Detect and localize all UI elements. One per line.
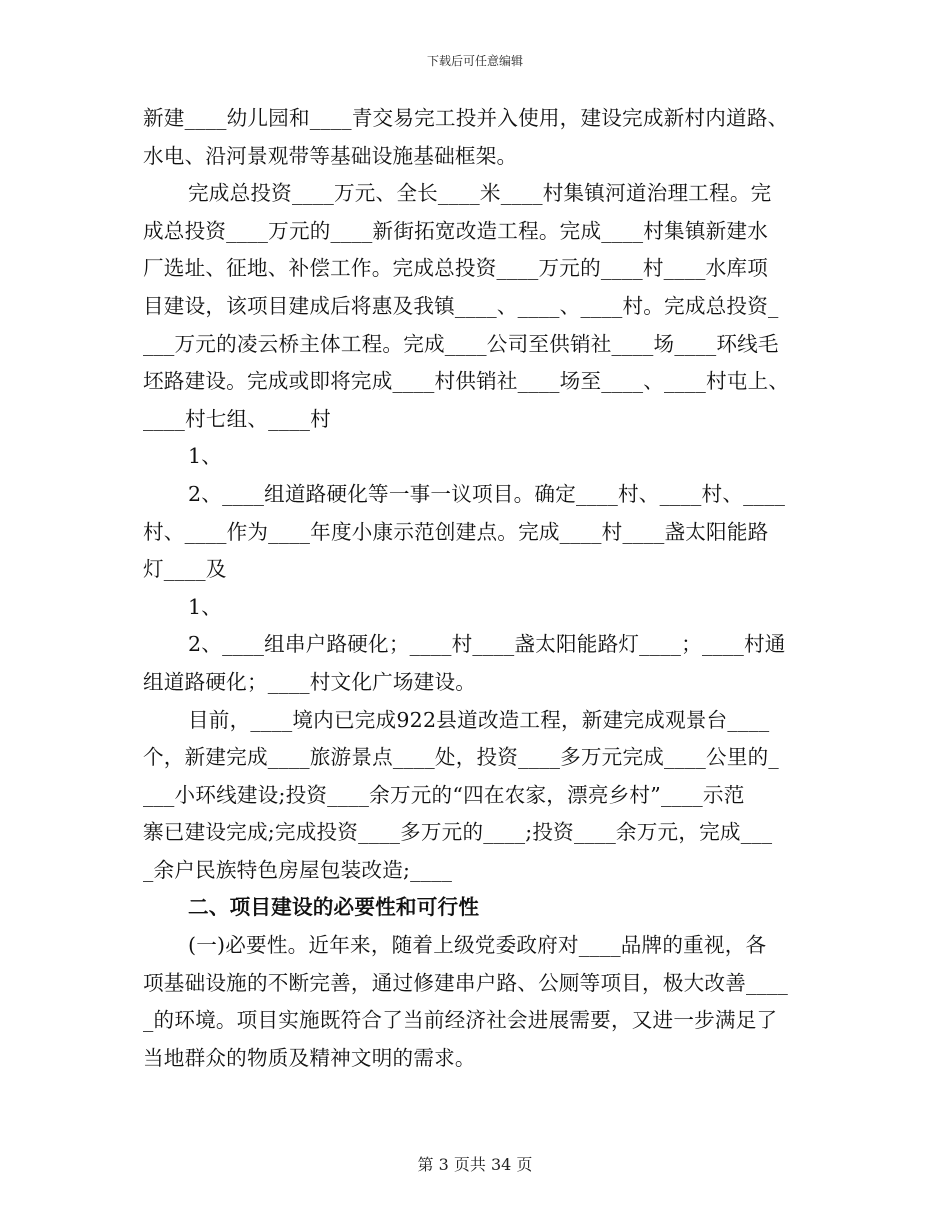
text-line: 坯路建设。完成或即将完成____村供销社____场至____、____村屯上、 <box>143 369 790 394</box>
text-line: _余户民族特色房屋包装改造;____ <box>143 857 453 882</box>
text-line: 组道路硬化；____村文化广场建设。 <box>143 669 477 694</box>
text-line: 完成总投资____万元、全长____米____村集镇河道治理工程。完 <box>188 181 772 206</box>
text-line: 灯____及 <box>143 557 227 582</box>
section-heading: 二、项目建设的必要性和可行性 <box>188 895 480 920</box>
document-body <box>143 100 808 1077</box>
text-line: 村、____作为____年度小康示范创建点。完成____村____盏太阳能路 <box>143 519 769 544</box>
text-line: 项基础设施的不断完善，通过修建串户路、公厕等项目，极大改善____ <box>143 970 789 995</box>
text-line: 寨已建设完成;完成投资____多万元的____;投资____余万元，完成___ <box>143 820 773 845</box>
text-line: 水电、沿河景观带等基础设施基础框架。 <box>143 143 518 168</box>
text-line: 2、____组串户路硬化；____村____盏太阳能路灯____；____村通 <box>188 632 786 657</box>
text-line: 目建设，该项目建成后将惠及我镇____、____、____村。完成总投资_ <box>143 293 779 318</box>
text-line: 个，新建完成____旅游景点____处，投资____多万元完成____公里的_ <box>143 745 779 770</box>
text-line: 成总投资____万元的____新街拓宽改造工程。完成____村集镇新建水 <box>143 218 769 243</box>
text-line: 厂选址、征地、补偿工作。完成总投资____万元的____村____水库项 <box>143 256 769 281</box>
text-line: 目前，____境内已完成922县道改造工程，新建完成观景台____ <box>188 707 770 732</box>
text-line: ___小环线建设;投资____余万元的“四在农家，漂亮乡村”____示范 <box>143 782 745 807</box>
text-line: ____村七组、____村 <box>143 406 331 431</box>
text-line: (一)必要性。近年来，随着上级党委政府对____品牌的重视，各 <box>188 933 767 958</box>
text-line: 2、____组道路硬化等一事一议项目。确定____村、____村、____ <box>188 481 786 506</box>
text-line: 当地群众的物质及精神文明的需求。 <box>143 1045 476 1070</box>
text-line: 1、 <box>188 444 223 469</box>
text-line: ___万元的凌云桥主体工程。完成____公司至供销社____场____环线毛 <box>143 331 779 356</box>
text-line: 1、 <box>188 594 223 619</box>
text-line: _的环境。项目实施既符合了当前经济社会进展需要，又进一步满足了 <box>143 1008 778 1033</box>
page-footer: 第 3 页共 34 页 <box>417 1155 533 1174</box>
text-line: 新建____幼儿园和____青交易完工投并入使用，建设完成新村内道路、 <box>143 106 789 130</box>
page-header: 下载后可任意编辑 <box>426 54 523 68</box>
